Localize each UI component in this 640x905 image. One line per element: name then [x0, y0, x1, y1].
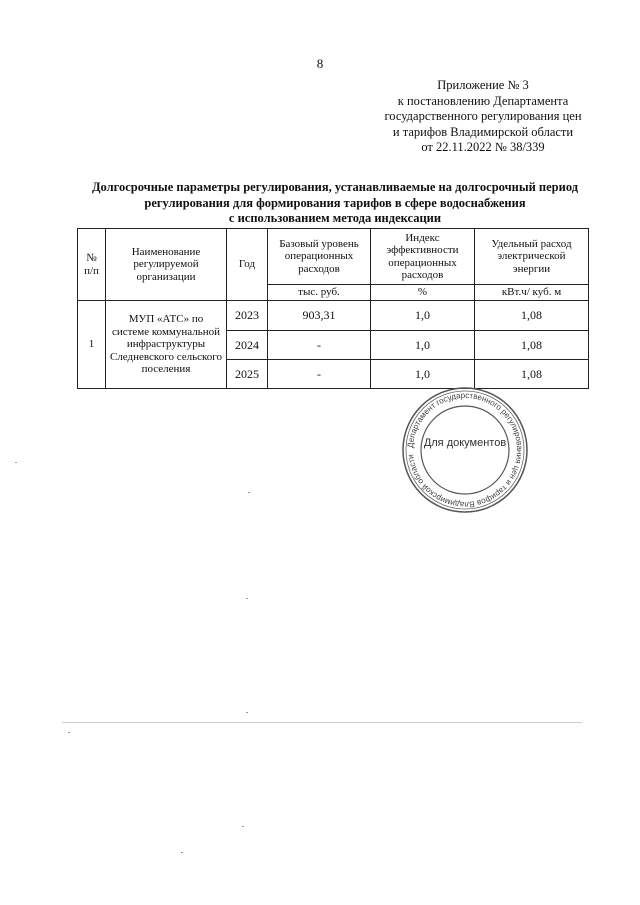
appendix-line: Приложение № 3 [437, 78, 529, 92]
energy-consumption-cell: 1,08 [475, 360, 589, 389]
appendix-line: к постановлению Департамента [397, 93, 569, 108]
appendix-line: и тарифов Владимирской области [392, 124, 574, 139]
appendix-line: от 22.11.2022 № 38/339 [421, 140, 545, 154]
title-line: с использованием метода индексации [228, 211, 442, 225]
year-cell: 2023 [227, 301, 268, 331]
base-level-cell: - [268, 331, 371, 360]
year-cell: 2025 [227, 360, 268, 389]
year-cell: 2024 [227, 331, 268, 360]
appendix-line: государственного регулирования цен [384, 109, 582, 123]
stamp-center-text: Для документов [423, 437, 507, 449]
document-title [70, 180, 600, 227]
header-base-level: Базовый уровень операционных расходов [268, 229, 371, 285]
efficiency-index-cell: 1,0 [371, 331, 475, 360]
stamp-ring-text: Департамент государственного регулирования цен и тарифов Владимирской области [405, 390, 525, 510]
page-number: 8 [316, 56, 324, 71]
scan-speck [68, 732, 70, 733]
scan-speck [181, 852, 183, 853]
header-efficiency-index: Индекс эффективности операционных расходов [371, 229, 475, 285]
base-level-cell: 903,31 [268, 301, 371, 331]
organization-name: МУП «АТС» по системе коммунальной инфраструктуры Следневского сельского поселения [106, 301, 227, 389]
header-energy-consumption: Удельный расход электрической энергии [475, 229, 589, 285]
scan-speck [246, 598, 248, 599]
unit-base-level: тыс. руб. [268, 285, 371, 301]
header-num: № п/п [78, 229, 106, 301]
unit-efficiency-index: % [371, 285, 475, 301]
title-line: Долгосрочные параметры регулирования, устанавливаемые на долгосрочный период [91, 180, 579, 194]
table-row [78, 301, 589, 331]
scan-speck [242, 826, 244, 827]
stamp-seal-icon [400, 385, 530, 515]
header-organization: Наименование регулируемой организации [106, 229, 227, 301]
energy-consumption-cell: 1,08 [475, 331, 589, 360]
scan-speck [248, 492, 250, 493]
scan-speck [246, 712, 248, 713]
svg-text:Департамент государственного р [406, 391, 524, 509]
title-line: регулирования для формирования тарифов в сфере водоснабжения [144, 195, 526, 210]
scan-line [62, 722, 582, 723]
header-row [78, 229, 589, 285]
scan-speck [15, 462, 17, 463]
row-number: 1 [78, 301, 106, 389]
parameters-table [77, 228, 589, 389]
header-year: Год [227, 229, 268, 301]
energy-consumption-cell: 1,08 [475, 301, 589, 331]
efficiency-index-cell: 1,0 [371, 301, 475, 331]
unit-energy-consumption: кВт.ч/ куб. м [475, 285, 589, 301]
efficiency-index-cell: 1,0 [371, 360, 475, 389]
official-stamp [400, 385, 530, 515]
base-level-cell: - [268, 360, 371, 389]
appendix-block [360, 78, 606, 156]
